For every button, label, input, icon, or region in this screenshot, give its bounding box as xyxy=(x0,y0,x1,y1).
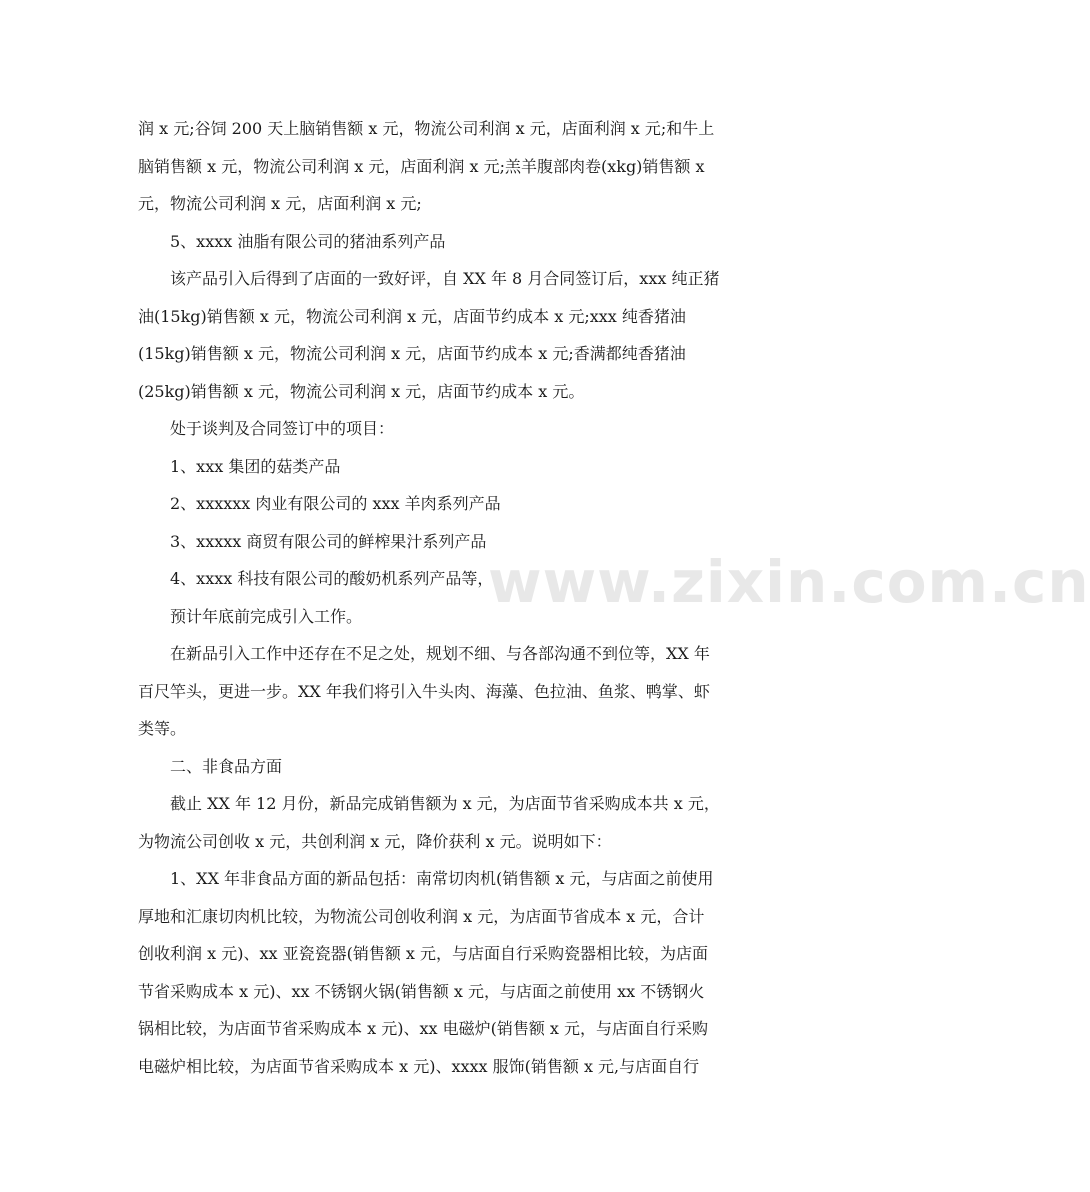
paragraph-non-food-details: 1、XX 年非食品方面的新品包括：南常切肉机(销售额 x 元，与店面之前使用 厚地和汇康切肉机比较，为物流公司创收利润 x 元，为店面节省成本 x 元，合计 创收利润 x 元)、xx 亚瓷瓷器(销售额 x 元，与店面自行采购瓷器相比较，为店面 节省采购成本 x 元)、xx 不锈钢火锅(销售额 x 元，与店面之前使用 xx 不锈钢火 锅相比较，为店面节省采购成本 x 元)、xx 电磁炉(销售额 x 元，与店面自行采购 电磁炉相比较，为店面节省采购成本 x 元)、xxxx 服饰(销售额 x 元,与店面自行 xyxy=(138,869,714,1076)
paragraph-heading-lard-products: 5、xxxx 油脂有限公司的猪油系列产品 xyxy=(138,231,446,251)
paragraph-expected-completion: 预计年底前完成引入工作。 xyxy=(138,606,363,626)
list-item-negotiation-3: 3、xxxxx 商贸有限公司的鲜榨果汁系列产品 xyxy=(138,531,487,551)
paragraph-lard-sales: 该产品引入后得到了店面的一致好评，自 XX 年 8 月合同签订后，xxx 纯正猪 油(15kg)销售额 x 元，物流公司利润 x 元，店面节约成本 x 元;xxx 纯香猪油 (15kg)销售额 x 元，物流公司利润 x 元，店面节约成本 x 元;香满都纯香猪油 (25kg)销售额 x 元，物流公司利润 x 元，店面节约成本 x 元。 xyxy=(138,269,720,401)
paragraph-meat-profits: 润 x 元;谷饲 200 天上脑销售额 x 元，物流公司利润 x 元，店面利润 x 元;和牛上 脑销售额 x 元，物流公司利润 x 元，店面利润 x 元;羔羊腹部肉卷(xkg)销售额 x 元，物流公司利润 x 元，店面利润 x 元; xyxy=(138,119,715,213)
list-item-negotiation-4: 4、xxxx 科技有限公司的酸奶机系列产品等， xyxy=(138,569,494,588)
list-item-negotiation-2: 2、xxxxxx 肉业有限公司的 xxx 羊肉系列产品 xyxy=(138,494,501,513)
section-heading-non-food: 二、非食品方面 xyxy=(138,756,283,776)
list-item-negotiation-1: 1、xxx 集团的菇类产品 xyxy=(138,456,341,476)
paragraph-negotiation-heading: 处于谈判及合同签订中的项目： xyxy=(138,419,395,438)
paragraph-non-food-summary: 截止 XX 年 12 月份，新品完成销售额为 x 元，为店面节省采购成本共 x 元， 为物流公司创收 x 元，共创利润 x 元，降价获利 x 元。说明如下： xyxy=(138,794,720,851)
watermark: www.zixin.com.cn xyxy=(488,548,1090,616)
paragraph-shortcomings: 在新品引入工作中还存在不足之处，规划不细、与各部沟通不到位等，XX 年 百尺竿头，更进一步。XX 年我们将引入牛头肉、海藻、色拉油、鱼浆、鸭掌、虾 类等。 xyxy=(138,644,710,738)
document-body xyxy=(138,110,788,1085)
